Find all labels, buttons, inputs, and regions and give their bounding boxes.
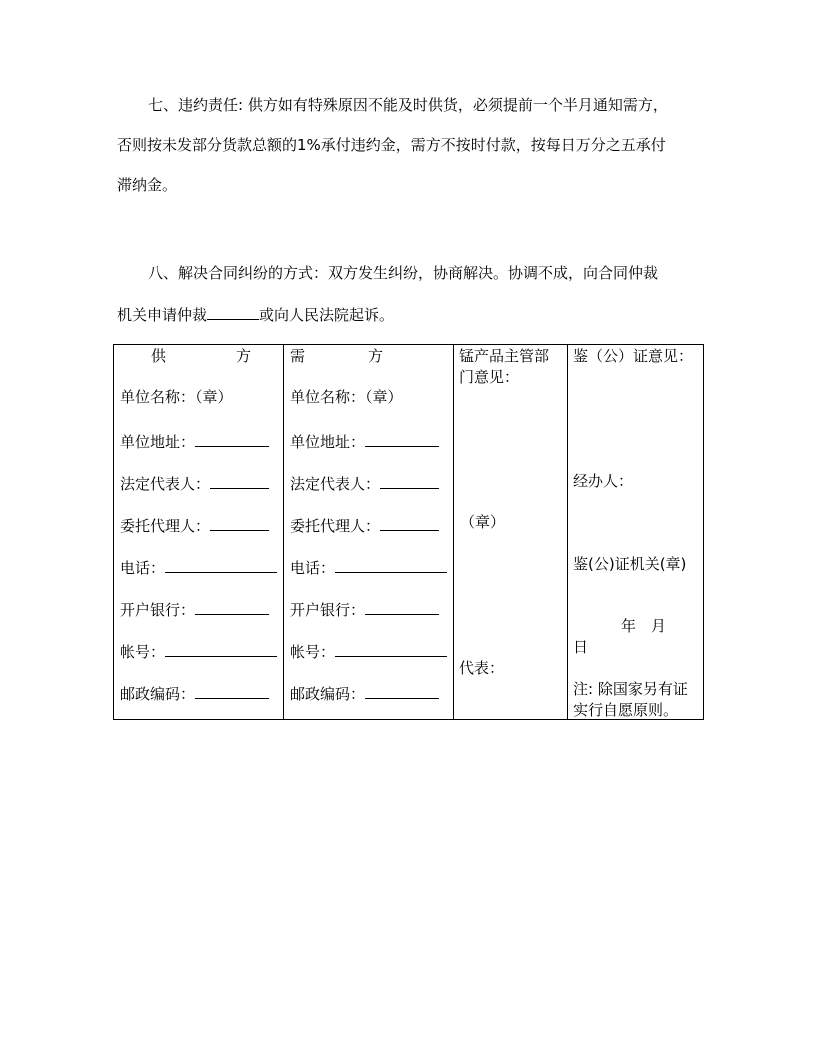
authority-seal: （章）	[460, 513, 506, 531]
authority-title-line-1: 锰产品主管部	[459, 347, 550, 365]
supplier-address-blank	[195, 432, 269, 447]
buyer-address-blank	[365, 432, 439, 447]
buyer-bank-blank	[365, 600, 439, 615]
clause-7-line-1: 七、违约责任: 供方如有特殊原因不能及时供货，必须提前一个半月通知需方，	[148, 96, 668, 114]
buyer-legal-rep-blank	[380, 474, 439, 489]
supplier-address	[120, 432, 269, 450]
authority-title-line-2: 门意见：	[459, 368, 520, 386]
buyer-postcode	[290, 684, 439, 702]
column-divider-3	[567, 345, 568, 719]
supplier-postcode-blank	[195, 684, 269, 699]
clause-7	[117, 98, 703, 208]
buyer-bank-label: 开户银行：	[290, 601, 366, 619]
buyer-phone-blank	[335, 558, 447, 573]
supplier-phone-label: 电话：	[120, 559, 166, 577]
supplier-bank	[120, 600, 269, 618]
arbitration-blank	[207, 306, 259, 320]
notary-note-line-2: 实行自愿原则。	[573, 701, 679, 719]
supplier-agent-label: 委托代理人：	[120, 517, 211, 535]
buyer-account-blank	[335, 642, 447, 657]
buyer-header-right: 方	[367, 347, 383, 365]
clause-8	[117, 266, 703, 326]
supplier-postcode-label: 邮政编码：	[120, 685, 196, 703]
supplier-account-label: 帐号：	[120, 643, 166, 661]
buyer-legal-rep	[290, 474, 439, 492]
notary-title: 鉴（公）证意见：	[573, 347, 694, 365]
buyer-legal-rep-label: 法定代表人：	[290, 475, 381, 493]
supplier-header	[151, 349, 251, 364]
notary-note-line-1: 注: 除国家另有证	[573, 680, 688, 698]
signature-table	[113, 344, 704, 720]
buyer-postcode-blank	[365, 684, 439, 699]
buyer-account-label: 帐号：	[290, 643, 336, 661]
supplier-legal-rep-label: 法定代表人：	[120, 475, 211, 493]
buyer-bank	[290, 600, 439, 618]
column-divider-2	[453, 345, 454, 719]
notary-date-line-2: 日	[573, 638, 589, 656]
buyer-phone	[290, 558, 447, 576]
buyer-unit-name: 单位名称：（章）	[290, 388, 403, 406]
notary-date-line-1: 年 月	[621, 617, 667, 635]
supplier-phone	[120, 558, 277, 576]
buyer-address	[290, 432, 439, 450]
supplier-legal-rep	[120, 474, 269, 492]
supplier-unit-name: 单位名称：（章）	[120, 388, 233, 406]
supplier-phone-blank	[165, 558, 277, 573]
supplier-agent-blank	[210, 516, 269, 531]
supplier-postcode	[120, 684, 269, 702]
supplier-bank-blank	[195, 600, 269, 615]
supplier-account-blank	[165, 642, 277, 657]
buyer-agent-label: 委托代理人：	[290, 517, 381, 535]
notary-org: 鉴(公)证机关(章)	[573, 555, 687, 573]
buyer-agent	[290, 516, 439, 534]
supplier-account	[120, 642, 277, 660]
supplier-header-left: 供	[151, 347, 167, 365]
clause-7-line-2: 否则按未发部分货款总额的1%承付违约金，需方不按时付款，按每日万分之五承付	[117, 136, 666, 154]
clause-8-line-1: 八、解决合同纠纷的方式：双方发生纠纷，协商解决。协调不成，向合同仲裁	[148, 264, 659, 282]
supplier-agent	[120, 516, 269, 534]
supplier-legal-rep-blank	[210, 474, 269, 489]
clause-8-line-2	[117, 306, 394, 323]
buyer-postcode-label: 邮政编码：	[290, 685, 366, 703]
buyer-header	[290, 349, 383, 364]
buyer-phone-label: 电话：	[290, 559, 336, 577]
authority-rep: 代表：	[459, 659, 505, 677]
buyer-agent-blank	[380, 516, 439, 531]
column-divider-1	[283, 345, 284, 719]
notary-handler: 经办人：	[573, 472, 634, 490]
supplier-header-right: 方	[235, 347, 251, 365]
supplier-address-label: 单位地址：	[120, 433, 196, 451]
buyer-header-left: 需	[290, 347, 306, 365]
clause-8-line-2-suffix: 或向人民法院起诉。	[259, 306, 395, 324]
supplier-bank-label: 开户银行：	[120, 601, 196, 619]
clause-8-line-2-prefix: 机关申请仲裁	[117, 306, 208, 324]
buyer-account	[290, 642, 447, 660]
clause-7-line-3: 滞纳金。	[117, 176, 178, 194]
buyer-address-label: 单位地址：	[290, 433, 366, 451]
